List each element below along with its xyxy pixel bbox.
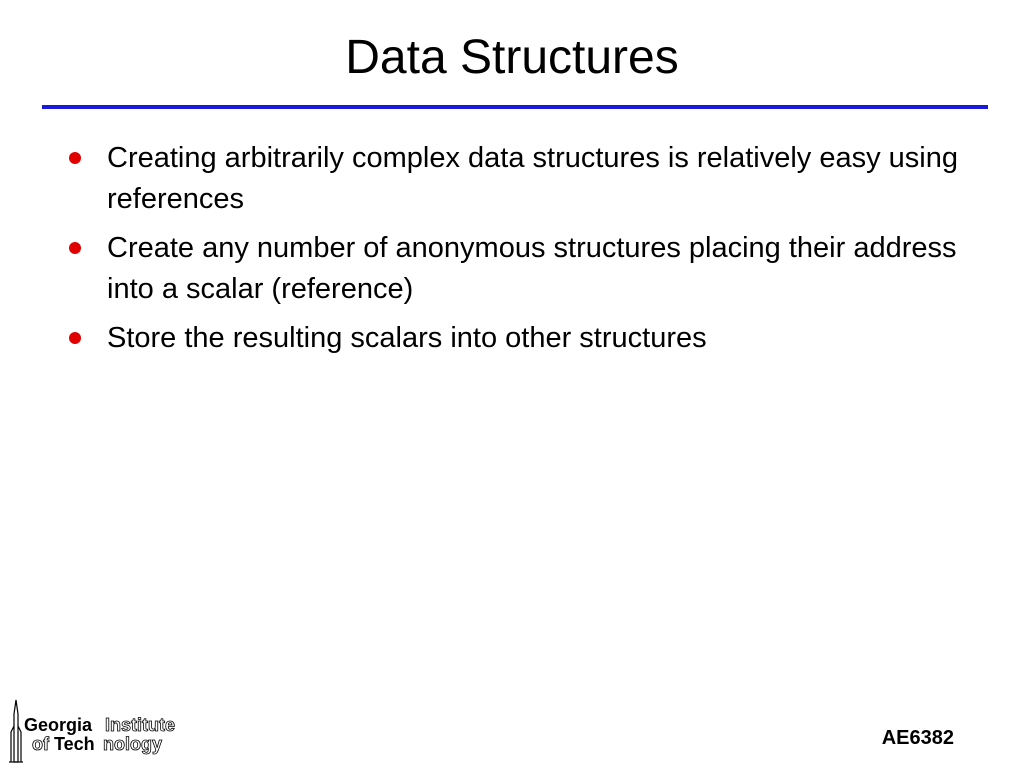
bullet-text: Store the resulting scalars into other structures <box>107 322 707 354</box>
slide-title: Data Structures <box>345 31 679 84</box>
logo-institute: Institute <box>105 715 175 735</box>
bullet-dot-icon <box>69 242 81 254</box>
bullet-dot-icon <box>69 332 81 344</box>
logo-tech: Tech <box>54 734 95 754</box>
bullet-dot-icon <box>69 152 81 164</box>
bullet-text: Create any number of anonymous structures placing their address into a scalar (reference) <box>107 232 957 305</box>
bullet-item <box>64 138 964 220</box>
tower-icon <box>9 700 23 762</box>
bullet-item <box>64 228 964 310</box>
logo-georgia: Georgia <box>24 715 93 735</box>
bullet-text: Creating arbitrarily complex data structures is relatively easy using references <box>107 142 959 215</box>
title-divider <box>42 105 988 109</box>
bullet-list <box>64 138 964 367</box>
course-code: AE6382 <box>881 727 954 749</box>
georgia-tech-logo <box>8 696 208 764</box>
logo-of: of <box>32 734 49 754</box>
bullet-item <box>64 318 964 359</box>
logo-nology: nology <box>103 734 162 754</box>
